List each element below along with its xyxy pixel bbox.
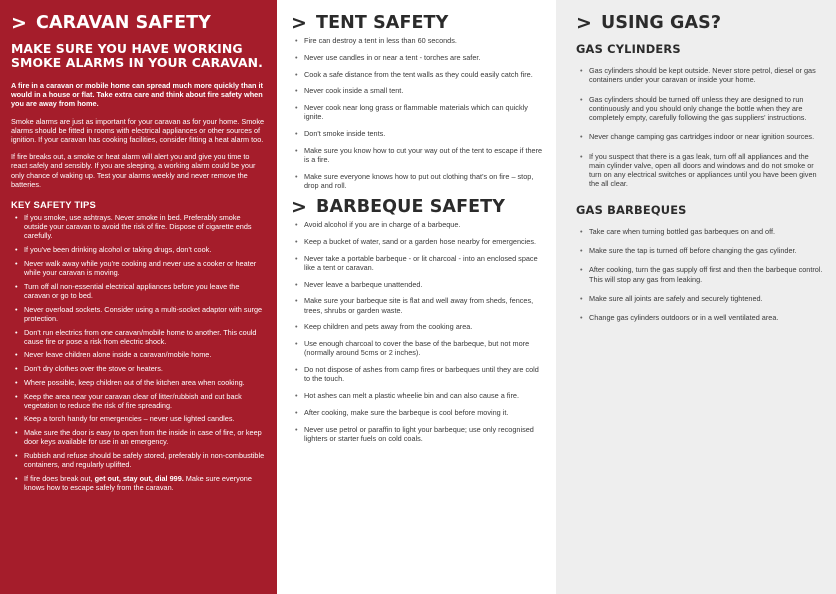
using-gas-heading — [576, 14, 824, 33]
list-item: • Never leave children alone inside a caravan/mobile home. — [11, 350, 265, 359]
list-item: • Make sure everyone knows how to put out clothing that's on fire – stop, drop and roll. — [291, 172, 546, 190]
list-item: • Make sure the door is easy to open from the inside in case of fire, or keep door keys available for use in an emergency. — [11, 428, 265, 446]
caravan-intro: A fire in a caravan or mobile home can spread much more quickly than it would in a house or flat. Take extra care and think about fire safety when you are away from home. — [11, 81, 263, 109]
list-item: • Keep a bucket of water, sand or a garden hose nearby for emergencies. — [291, 237, 546, 246]
list-item: • Never walk away while you're cooking and never use a cooker or heater while your caravan is moving. — [11, 259, 265, 277]
list-item: • Take care when turning bottled gas barbeques on and off. — [576, 227, 824, 236]
list-item: • Where possible, keep children out of the kitchen area when cooking. — [11, 378, 265, 387]
gas-cylinders-list — [576, 66, 824, 189]
list-item: • Never use petrol or paraffin to light your barbeque; use only recognised lighters or starter fuels on cold coals. — [291, 425, 546, 443]
list-item: • Don't run electrics from one caravan/mobile home to another. This could cause fire or pose a risk from electric shock. — [11, 328, 265, 346]
list-item: • Avoid alcohol if you are in charge of a barbeque. — [291, 220, 546, 229]
smoke-alarm-subheading: MAKE SURE YOU HAVE WORKING SMOKE ALARMS IN YOUR CARAVAN. — [11, 41, 263, 70]
list-item-escape — [11, 474, 265, 492]
using-gas-title: USING GAS? — [601, 12, 722, 33]
barbeque-safety-title: BARBEQUE SAFETY — [316, 196, 505, 217]
tent-barbeque-column — [277, 0, 556, 594]
list-item: • Don't smoke inside tents. — [291, 129, 546, 138]
caravan-safety-heading — [11, 14, 265, 33]
list-item: • Use enough charcoal to cover the base of the barbeque, but not more (normally around 5cms or 2 inches). — [291, 339, 546, 357]
list-item: • If you suspect that there is a gas leak, turn off all appliances and the main cylinder valve, open all doors and windows and do not smoke or turn on any electrical switches or appliances until you have been given the all clear. — [576, 152, 824, 189]
list-item: • Never take a portable barbeque - or lit charcoal - into an enclosed space like a tent or caravan. — [291, 254, 546, 272]
list-item: • Fire can destroy a tent in less than 60 seconds. — [291, 36, 546, 45]
list-item: • After cooking, turn the gas supply off first and then the barbeque control. This will stop any gas from leaking. — [576, 265, 824, 283]
gas-barbeques-heading: GAS BARBEQUES — [576, 202, 687, 217]
caravan-safety-column — [0, 0, 277, 594]
list-item: • Make sure the tap is turned off before changing the gas cylinder. — [576, 246, 824, 255]
list-item: • Hot ashes can melt a plastic wheelie bin and can also cause a fire. — [291, 391, 546, 400]
list-item: • Keep a torch handy for emergencies – never use lighted candles. — [11, 414, 265, 423]
escape-tip-emphasis: get out, stay out, dial 999. — [94, 474, 184, 483]
barbeque-safety-heading — [291, 195, 546, 218]
escape-tip-text: If fire does break out, — [24, 474, 95, 483]
list-item: • Never change camping gas cartridges indoor or near ignition sources. — [576, 132, 824, 141]
chevron-right-icon: > — [291, 195, 308, 218]
tent-safety-title: TENT SAFETY — [316, 12, 449, 33]
list-item: • Make sure all joints are safely and securely tightened. — [576, 294, 824, 303]
list-item: • Keep the area near your caravan clear of litter/rubbish and cut back vegetation to reduce the risk of fire spreading. — [11, 392, 265, 410]
list-item: • Rubbish and refuse should be safely stored, preferably in non-combustible containers, and regularly uplifted. — [11, 451, 265, 469]
list-item: • Turn off all non-essential electrical appliances before you leave the caravan or go to bed. — [11, 282, 265, 300]
caravan-paragraph-2: If fire breaks out, a smoke or heat alarm will alert you and give you time to react safely and sensibly. If you are sleeping, a working alarm could be your only chance of waking up. Test your alarms weekly and never remove the batteries. — [11, 152, 256, 189]
gas-cylinders-heading: GAS CYLINDERS — [576, 42, 681, 56]
list-item: • Don't dry clothes over the stove or heaters. — [11, 364, 265, 373]
chevron-right-icon: > — [576, 12, 593, 34]
list-item: • Never cook inside a small tent. — [291, 86, 546, 95]
key-safety-tips-list — [11, 213, 265, 492]
list-item: • Change gas cylinders outdoors or in a well ventilated area. — [576, 313, 824, 322]
list-item: • Never use candles in or near a tent - torches are safer. — [291, 53, 546, 62]
tent-safety-list — [291, 36, 546, 190]
caravan-paragraph-1: Smoke alarms are just as important for your caravan as for your home. Smoke alarms should be fitted in rooms with electrical appliances or other sources of ignition. If your caravan has cooking facilities, consider fitting a heat alarm too. — [11, 116, 265, 145]
list-item: • Gas cylinders should be kept outside. Never store petrol, diesel or gas containers under your caravan or inside your home. — [576, 66, 824, 84]
list-item: • Make sure you know how to cut your way out of the tent to escape if there is a fire. — [291, 146, 546, 164]
gas-barbeques-list — [576, 227, 824, 323]
list-item: • If you smoke, use ashtrays. Never smoke in bed. Preferably smoke outside your caravan to avoid the risk of fire. Dispose of cigarette ends carefully. — [11, 213, 265, 241]
list-item: • Gas cylinders should be turned off unless they are designed to run continuously and you should only change the bottle when they are completely empty, carefully following the gas suppliers' instructions. — [576, 95, 824, 123]
barbeque-safety-list — [291, 220, 546, 443]
list-item: • Cook a safe distance from the tent walls as they could easily catch fire. — [291, 70, 546, 79]
escape-tip-text-end: Make sure everyone knows how to escape safely from the caravan. — [24, 474, 252, 493]
list-item: • After cooking, make sure the barbeque is cool before moving it. — [291, 408, 546, 417]
key-safety-tips-heading: KEY SAFETY TIPS — [11, 199, 96, 211]
list-item: • Do not dispose of ashes from camp fires or barbeques until they are cold to the touch. — [291, 365, 546, 383]
chevron-right-icon: > — [11, 12, 28, 34]
using-gas-column — [556, 0, 836, 594]
list-item: • If you've been drinking alcohol or taking drugs, don't cook. — [11, 245, 265, 254]
list-item: • Never overload sockets. Consider using a multi-socket adaptor with surge protection. — [11, 305, 265, 323]
caravan-safety-title: CARAVAN SAFETY — [36, 12, 211, 33]
chevron-right-icon: > — [291, 12, 308, 34]
list-item: • Never leave a barbeque unattended. — [291, 280, 546, 289]
tent-safety-heading — [291, 14, 546, 33]
list-item: • Make sure your barbeque site is flat and well away from sheds, fences, trees, shrubs or garden waste. — [291, 296, 546, 314]
list-item: • Never cook near long grass or flammable materials which can quickly ignite. — [291, 103, 546, 121]
list-item: • Keep children and pets away from the cooking area. — [291, 322, 546, 331]
